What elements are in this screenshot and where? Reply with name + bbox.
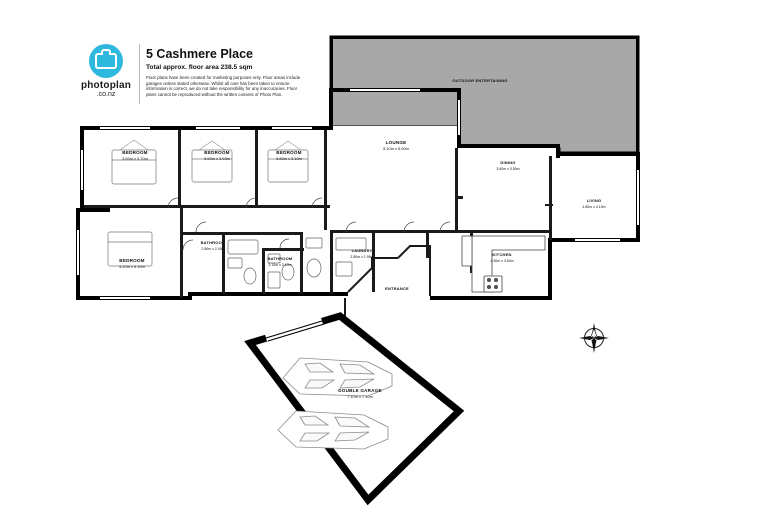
logo-domain: .co.nz [96, 91, 116, 98]
compass-rose [578, 322, 610, 354]
page-title: 5 Cashmere Place [146, 47, 254, 61]
room-label-double-garage: DOUBLE GARAGE 7.10m x 7.10m [338, 388, 382, 399]
room-label-bedroom-3: BEDROOM 3.83m x 3.10m [276, 150, 302, 161]
room-label-kitchen: KITCHEN 4.30m x 3.60m [490, 252, 514, 263]
room-label-bedroom-2: BEDROOM 3.93m x 3.03m [204, 150, 230, 161]
room-label-bathroom-2: BATHROOM 3.10m x 2.10m [267, 256, 293, 267]
floor-area-text: Total approx. floor area 238.5 sqm [146, 64, 253, 71]
room-label-outdoor-entertaining: OUTDOOR ENTERTAINING [452, 78, 508, 83]
room-label-dining: DINING 3.60m x 3.50m [496, 160, 520, 171]
room-label-entrance: ENTRANCE [385, 286, 409, 291]
room-label-lounge: LOUNGE 5.10m x 5.00m [383, 140, 409, 151]
logo-wordmark: photoplan [80, 80, 132, 91]
room-label-bedroom-master: BEDROOM 4.20m x 4.10m [119, 258, 145, 269]
double-garage-outline [250, 316, 459, 500]
room-label-bathroom-1: BATHROOM 2.80m x 2.40m [200, 240, 226, 251]
room-label-bedroom-1: BEDROOM 3.83m x 3.70m [122, 150, 148, 161]
room-label-laundry: LAUNDRY 2.80m x 1.95m [350, 248, 374, 259]
room-label-living: LIVING 4.80m x 4.10m [582, 198, 606, 209]
disclaimer-text: Floor plans have been created for marketing purposes only. Floor areas include garages unless stated otherwise. Whilst all care has been taken to ensure information is correct, we do not take responsibility for any inaccuracies. Floor plans cannot be reproduced without the written consent of Photo Plan. [146, 75, 301, 97]
